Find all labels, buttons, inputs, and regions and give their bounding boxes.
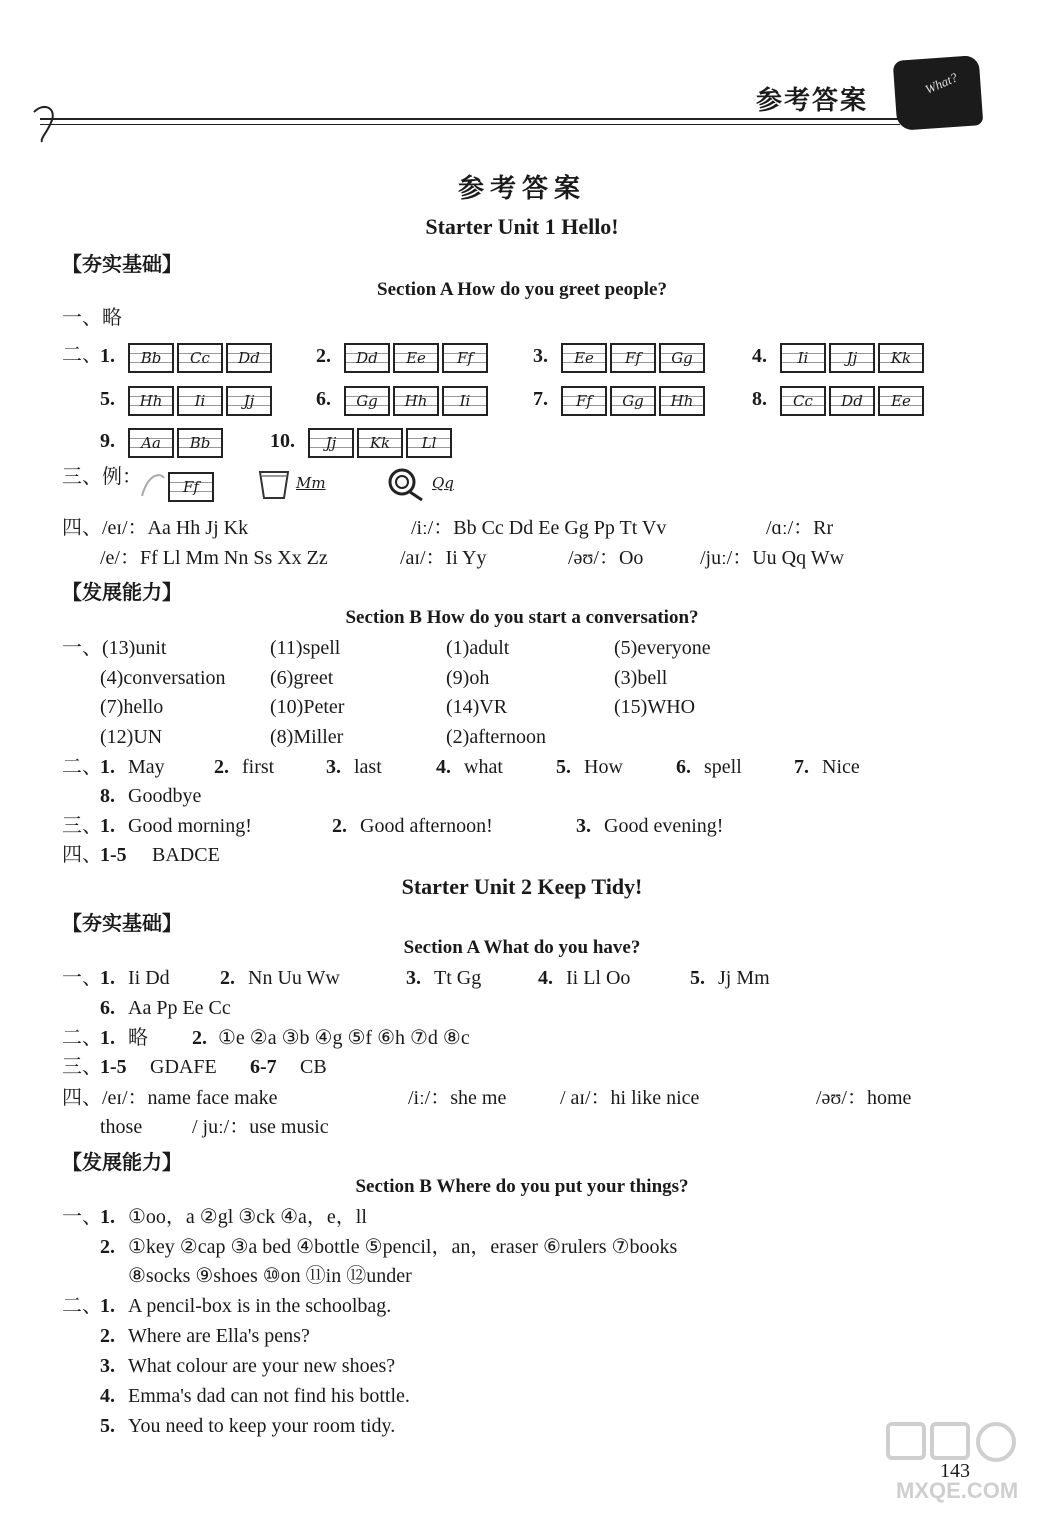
u2-a4-l1-c: / aɪ/：hi like nice [560, 1087, 700, 1109]
page-title: 参考答案 [457, 174, 586, 203]
writing-box-group [128, 428, 223, 458]
answer-text: Tt Gg [434, 967, 482, 989]
u2-a3-text2: CB [300, 1056, 327, 1078]
box-question-number: 9. [100, 430, 115, 452]
vocab-item: (5)everyone [614, 637, 711, 659]
page-number: 143 [940, 1460, 970, 1482]
vocab-item: (11)spell [270, 637, 341, 659]
u2-a2-prefix: 二、 [62, 1027, 102, 1049]
u1-b3-prefix: 三、 [62, 815, 102, 837]
writing-box: Cc [177, 343, 223, 373]
vocab-item: 一、(13)unit [62, 637, 167, 659]
unit1-section-b-title: Section B How do you start a conversation? [345, 607, 699, 628]
header-rule-thin [40, 124, 900, 125]
answer-text: last [354, 756, 382, 778]
answer-number: 6. [676, 756, 691, 778]
answer-number: 5. [556, 756, 571, 778]
answer-text: A pencil-box is in the schoolbag. [128, 1295, 392, 1317]
writing-box: Gg [659, 343, 705, 373]
writing-box: Gg [344, 386, 390, 416]
answer-number: 7. [794, 756, 809, 778]
watermark-logo-icon [880, 1418, 1030, 1518]
answer-number: 8. [100, 785, 115, 807]
writing-box: Jj [829, 343, 875, 373]
vocab-item: (2)afternoon [446, 725, 546, 748]
u1-a-q2-label: 二、 [62, 344, 102, 366]
chalkboard-icon [893, 55, 984, 131]
box-question-number: 1. [100, 345, 115, 367]
writing-box: Ll [406, 428, 452, 458]
answer-text: Good afternoon! [360, 815, 493, 837]
writing-box: Dd [344, 343, 390, 373]
writing-box: Ee [878, 386, 924, 416]
u1-q4-l1-a: 四、/eɪ/：Aa Hh Jj Kk [62, 517, 249, 539]
writing-box: Kk [878, 343, 924, 373]
u2-a2-1-num: 1. [100, 1027, 115, 1049]
vocab-item: (15)WHO [614, 696, 696, 718]
writing-box: Dd [829, 386, 875, 416]
vocab-item: (10)Peter [270, 696, 345, 718]
answer-number: 4. [100, 1385, 115, 1407]
vocab-item: (3)bell [614, 666, 668, 689]
u2-a3-prefix: 三、 [62, 1056, 102, 1078]
answer-text: spell [704, 756, 742, 778]
answer-text: Goodbye [128, 785, 202, 807]
u1-q4-l1-c: /ɑː/：Rr [766, 517, 834, 539]
header-swirl-decoration [30, 98, 70, 144]
box-question-number: 4. [752, 345, 767, 367]
answer-number: 3. [326, 756, 341, 778]
answer-number: 4. [436, 756, 451, 778]
writing-box: Ii [780, 343, 826, 373]
unit2-category-develop: 【发展能力】 [62, 1152, 182, 1174]
answer-text: Emma's dad can not find his bottle. [128, 1385, 410, 1407]
u2-b1-3-text: ⑧socks ⑨shoes ⑩on ⑪in ⑫under [128, 1265, 412, 1287]
u2-a4-l1-a: 四、/eɪ/：name face make [62, 1087, 278, 1109]
answer-number: 1. [100, 1295, 115, 1317]
writing-box-group [780, 386, 924, 416]
writing-box: Gg [610, 386, 656, 416]
answer-text: what [464, 756, 503, 778]
u1-q3-box-2: Mm [296, 474, 326, 492]
writing-box-group [128, 343, 272, 373]
answer-number: 3. [100, 1355, 115, 1377]
writing-box: Hh [128, 386, 174, 416]
u1-b4-num: 1-5 [100, 844, 127, 866]
answer-number: 3. [576, 815, 591, 837]
answer-text: first [242, 756, 275, 778]
writing-box: Ii [177, 386, 223, 416]
u1-q4-l1-b: /iː/：Bb Cc Dd Ee Gg Pp Tt Vv [411, 517, 667, 539]
u1-b4-prefix: 四、 [62, 844, 102, 866]
answer-text: Ii Ll Oo [566, 967, 631, 989]
u2-a1-prefix: 一、 [62, 967, 102, 989]
magnifier-icon [384, 466, 426, 504]
u1-b2-prefix: 二、 [62, 756, 102, 778]
u2-a3-num1: 1-5 [100, 1056, 127, 1078]
answer-text: Good evening! [604, 815, 724, 837]
writing-box: Cc [780, 386, 826, 416]
answer-text: How [584, 756, 623, 778]
box-question-number: 7. [533, 388, 548, 410]
cup-icon [256, 464, 292, 502]
writing-box: Kk [357, 428, 403, 458]
answer-text: Where are Ella's pens? [128, 1325, 310, 1347]
answer-text: What colour are your new shoes? [128, 1355, 396, 1377]
writing-box: Hh [659, 386, 705, 416]
answer-number: 1. [100, 756, 115, 778]
answer-text: Ii Dd [128, 967, 170, 989]
writing-box: Aa [128, 428, 174, 458]
u2-b1-prefix: 一、 [62, 1206, 102, 1228]
writing-box: Jj [308, 428, 354, 458]
box-question-number: 8. [752, 388, 767, 410]
fish-icon [138, 468, 168, 502]
box-question-number: 3. [533, 345, 548, 367]
answer-number: 4. [538, 967, 553, 989]
vocab-item: (12)UN [100, 725, 163, 748]
writing-box-group [561, 343, 705, 373]
box-question-number: 2. [316, 345, 331, 367]
vocab-item: (6)greet [270, 666, 334, 689]
box-question-number: 5. [100, 388, 115, 410]
answer-number: 2. [220, 967, 235, 989]
u2-a2-1-text: 略 [128, 1027, 148, 1049]
u2-b1-2-num: 2. [100, 1236, 115, 1258]
u1-b4-answer: BADCE [152, 844, 220, 866]
writing-box: Jj [226, 386, 272, 416]
answer-text: Nice [822, 756, 860, 778]
u1-q4-l2-b: /aɪ/：Ii Yy [400, 547, 487, 569]
unit1-category-develop: 【发展能力】 [62, 582, 182, 604]
box-question-number: 6. [316, 388, 331, 410]
vocab-item: (8)Miller [270, 725, 344, 748]
unit1-category-basic: 【夯实基础】 [62, 254, 182, 276]
unit2-category-basic: 【夯实基础】 [62, 913, 182, 935]
answer-number: 5. [100, 1415, 115, 1437]
watermark [880, 1418, 1030, 1518]
answer-number: 2. [100, 1325, 115, 1347]
u2-b1-1-text: ①oo，a ②gl ③ck ④a，e，ll [128, 1206, 367, 1228]
answer-number: 2. [332, 815, 347, 837]
writing-box-group [561, 386, 705, 416]
header-title: 参考答案 [756, 86, 869, 115]
u1-q4-l2-c: /əʊ/：Oo [568, 547, 644, 569]
u2-a4-l1-b: /iː/：she me [408, 1087, 507, 1109]
vocab-item: (4)conversation [100, 666, 226, 689]
vocab-item: (1)adult [446, 637, 510, 659]
writing-box-group [344, 343, 488, 373]
u1-q4-l2-a: /e/：Ff Ll Mm Nn Ss Xx Zz [100, 547, 328, 569]
answer-text: Good morning! [128, 815, 252, 837]
answer-number: 6. [100, 997, 115, 1019]
u2-b2-prefix: 二、 [62, 1295, 102, 1317]
unit2-title: Starter Unit 2 Keep Tidy! [401, 874, 643, 899]
writing-box: Ff [610, 343, 656, 373]
unit2-section-a-title: Section A What do you have? [403, 937, 641, 958]
writing-box: Ff [561, 386, 607, 416]
box-question-number: 10. [270, 430, 295, 452]
writing-box: Hh [393, 386, 439, 416]
u2-b1-2-text: ①key ②cap ③a bed ④bottle ⑤pencil，an，eraser ⑥rulers ⑦books [128, 1236, 678, 1258]
u2-a2-2-text: ①e ②a ③b ④g ⑤f ⑥h ⑦d ⑧c [218, 1027, 470, 1049]
answer-number: 3. [406, 967, 421, 989]
writing-box: Ii [442, 386, 488, 416]
answer-text: Nn Uu Ww [248, 967, 340, 989]
writing-box: Bb [128, 343, 174, 373]
vocab-item: (7)hello [100, 696, 164, 718]
writing-box: Ee [393, 343, 439, 373]
writing-box-group [128, 386, 272, 416]
u2-a3-text1: GDAFE [150, 1056, 217, 1078]
answer-number: 1. [100, 815, 115, 837]
u2-a2-2-num: 2. [192, 1027, 207, 1049]
answer-number: 1. [100, 967, 115, 989]
u2-a4-l2-b: / juː/：use music [192, 1116, 329, 1138]
writing-box-group [308, 428, 452, 458]
u1-q3-box-3: Qq [432, 474, 454, 492]
writing-box: Ff [168, 472, 214, 502]
vocab-item: (14)VR [446, 696, 508, 718]
u2-a4-l1-d: /əʊ/：home [816, 1087, 912, 1109]
answer-text: May [128, 756, 165, 778]
answer-number: 2. [214, 756, 229, 778]
u1-a-q1: 一、略 [62, 307, 122, 329]
writing-box: Bb [177, 428, 223, 458]
u2-a3-num2: 6-7 [250, 1056, 277, 1078]
writing-box-group [780, 343, 924, 373]
u2-b1-1-num: 1. [100, 1206, 115, 1228]
header-rule [40, 118, 900, 120]
unit1-section-a-title: Section A How do you greet people? [377, 279, 667, 300]
writing-box: Ee [561, 343, 607, 373]
u1-q4-l2-d: /juː/：Uu Qq Ww [700, 547, 845, 569]
u1-q3-box-1 [168, 472, 214, 502]
answer-number: 5. [690, 967, 705, 989]
u1-a-q3-label: 三、例： [62, 466, 142, 488]
chalkboard-text: What? [922, 69, 960, 98]
unit2-section-b-title: Section B Where do you put your things? [355, 1176, 689, 1197]
answer-text: You need to keep your room tidy. [128, 1415, 396, 1437]
vocab-item: (9)oh [446, 666, 490, 689]
writing-box-group [344, 386, 488, 416]
svg-text:MXQE.COM: MXQE.COM [896, 1478, 1019, 1503]
unit1-title: Starter Unit 1 Hello! [425, 214, 619, 239]
answer-text: Jj Mm [718, 967, 770, 989]
answer-text: Aa Pp Ee Cc [128, 997, 231, 1019]
writing-box: Dd [226, 343, 272, 373]
writing-box: Ff [442, 343, 488, 373]
u2-a4-l2-a: those [100, 1116, 143, 1138]
